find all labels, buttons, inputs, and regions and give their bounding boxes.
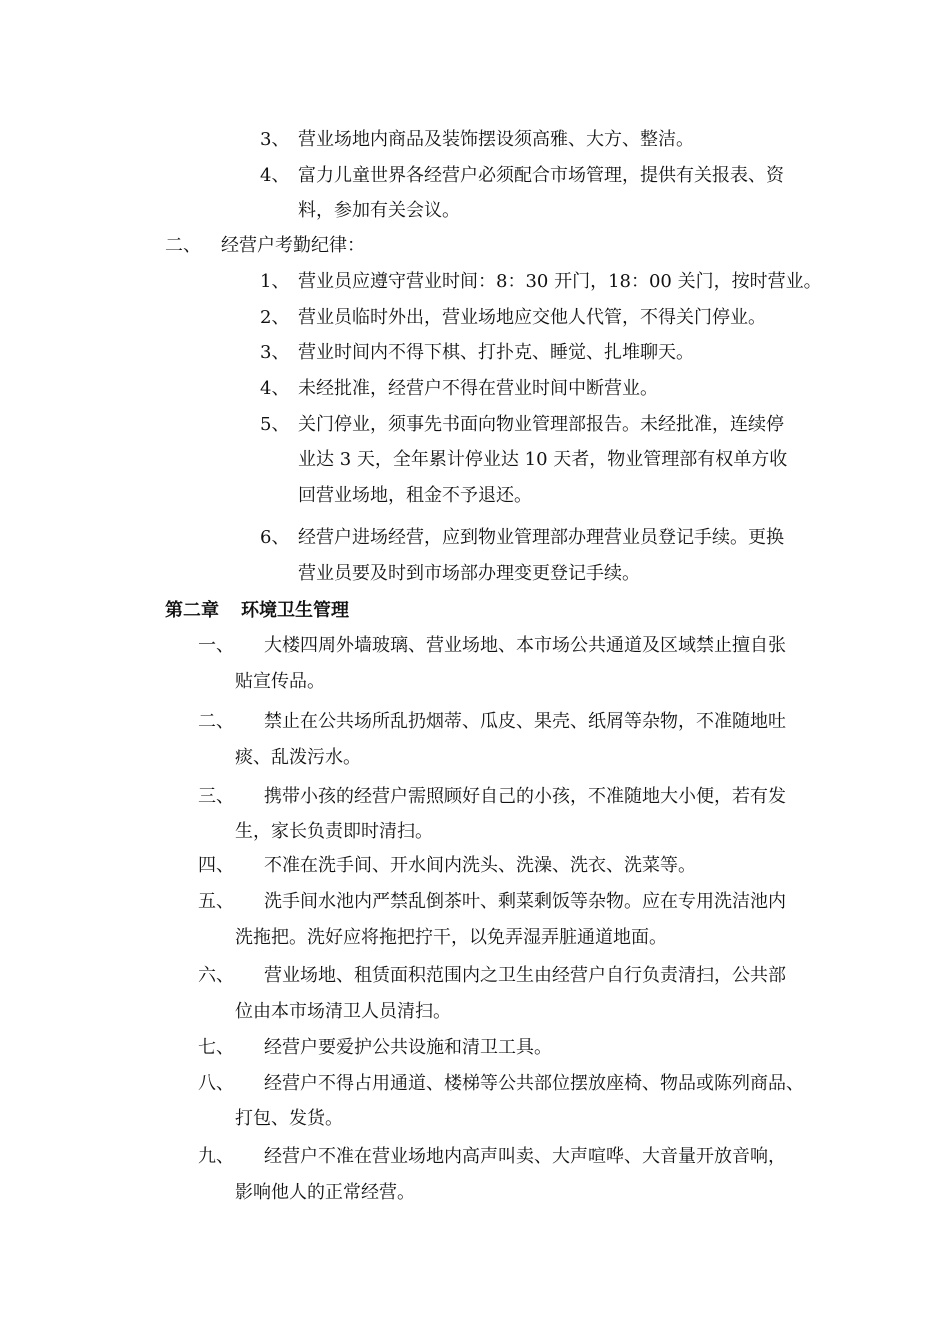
item-text: 大楼四周外墙玻璃、营业场地、本市场公共通道及区域禁止擅自张 xyxy=(264,635,786,656)
item-text-continued: 贴宣传品。 xyxy=(235,671,325,692)
item-text-continued: 营业员要及时到市场部办理变更登记手续。 xyxy=(298,563,640,584)
item-text: 经营户不得占用通道、楼梯等公共部位摆放座椅、物品或陈列商品、 xyxy=(264,1073,804,1094)
item-number: 一、 xyxy=(198,635,234,656)
item-number: 6、 xyxy=(260,527,290,548)
item-number: 六、 xyxy=(198,965,234,986)
section-title: 经营户考勤纪律： xyxy=(221,235,365,256)
item-text: 营业场地、租赁面积范围内之卫生由经营户自行负责清扫，公共部 xyxy=(264,965,786,986)
item-text-continued: 料，参加有关会议。 xyxy=(298,200,460,221)
item-text: 营业员应遵守营业时间：8：30 开门，18：00 关门，按时营业。 xyxy=(298,271,822,292)
item-number: 5、 xyxy=(260,414,290,435)
item-text: 营业员临时外出，营业场地应交他人代管，不得关门停业。 xyxy=(298,307,766,328)
chapter-title: 环境卫生管理 xyxy=(241,600,349,621)
item-text: 未经批准，经营户不得在营业时间中断营业。 xyxy=(298,378,658,399)
item-text: 不准在洗手间、开水间内洗头、洗澡、洗衣、洗菜等。 xyxy=(264,855,696,876)
item-number: 三、 xyxy=(198,786,234,807)
item-text: 营业场地内商品及装饰摆设须高雅、大方、整洁。 xyxy=(298,129,694,150)
item-text-continued: 影响他人的正常经营。 xyxy=(235,1182,415,1203)
item-number: 九、 xyxy=(198,1146,234,1167)
item-number: 四、 xyxy=(198,855,234,876)
item-number: 八、 xyxy=(198,1073,234,1094)
item-number: 1、 xyxy=(260,271,290,292)
item-number: 3、 xyxy=(260,129,290,150)
item-text: 营业时间内不得下棋、打扑克、睡觉、扎堆聊天。 xyxy=(298,342,694,363)
item-text: 经营户不准在营业场地内高声叫卖、大声喧哗、大音量开放音响， xyxy=(264,1146,786,1167)
item-number: 五、 xyxy=(198,891,234,912)
item-text: 经营户要爱护公共设施和清卫工具。 xyxy=(264,1037,552,1058)
item-text-continued: 痰、乱泼污水。 xyxy=(235,747,361,768)
item-number: 3、 xyxy=(260,342,290,363)
item-text: 富力儿童世界各经营户必须配合市场管理，提供有关报表、资 xyxy=(298,165,784,186)
item-text: 经营户进场经营，应到物业管理部办理营业员登记手续。更换 xyxy=(298,527,784,548)
item-text: 禁止在公共场所乱扔烟蒂、瓜皮、果壳、纸屑等杂物，不准随地吐 xyxy=(264,711,786,732)
chapter-label: 第二章 xyxy=(165,600,219,621)
item-text-continued: 洗拖把。洗好应将拖把拧干，以免弄湿弄脏通道地面。 xyxy=(235,927,667,948)
section-number: 二、 xyxy=(165,235,201,256)
item-text-continued: 生，家长负责即时清扫。 xyxy=(235,821,433,842)
item-number: 七、 xyxy=(198,1037,234,1058)
item-text: 携带小孩的经营户需照顾好自己的小孩，不准随地大小便，若有发 xyxy=(264,786,786,807)
item-text: 洗手间水池内严禁乱倒茶叶、剩菜剩饭等杂物。应在专用洗洁池内 xyxy=(264,891,786,912)
item-number: 二、 xyxy=(198,711,234,732)
item-text-continued: 业达 3 天，全年累计停业达 10 天者，物业管理部有权单方收 xyxy=(298,449,788,470)
item-number: 4、 xyxy=(260,378,290,399)
item-text-continued: 回营业场地，租金不予退还。 xyxy=(298,485,532,506)
item-number: 4、 xyxy=(260,165,290,186)
item-text-continued: 位由本市场清卫人员清扫。 xyxy=(235,1001,451,1022)
item-number: 2、 xyxy=(260,307,290,328)
item-text: 关门停业，须事先书面向物业管理部报告。未经批准，连续停 xyxy=(298,414,784,435)
item-text-continued: 打包、发货。 xyxy=(235,1108,343,1129)
